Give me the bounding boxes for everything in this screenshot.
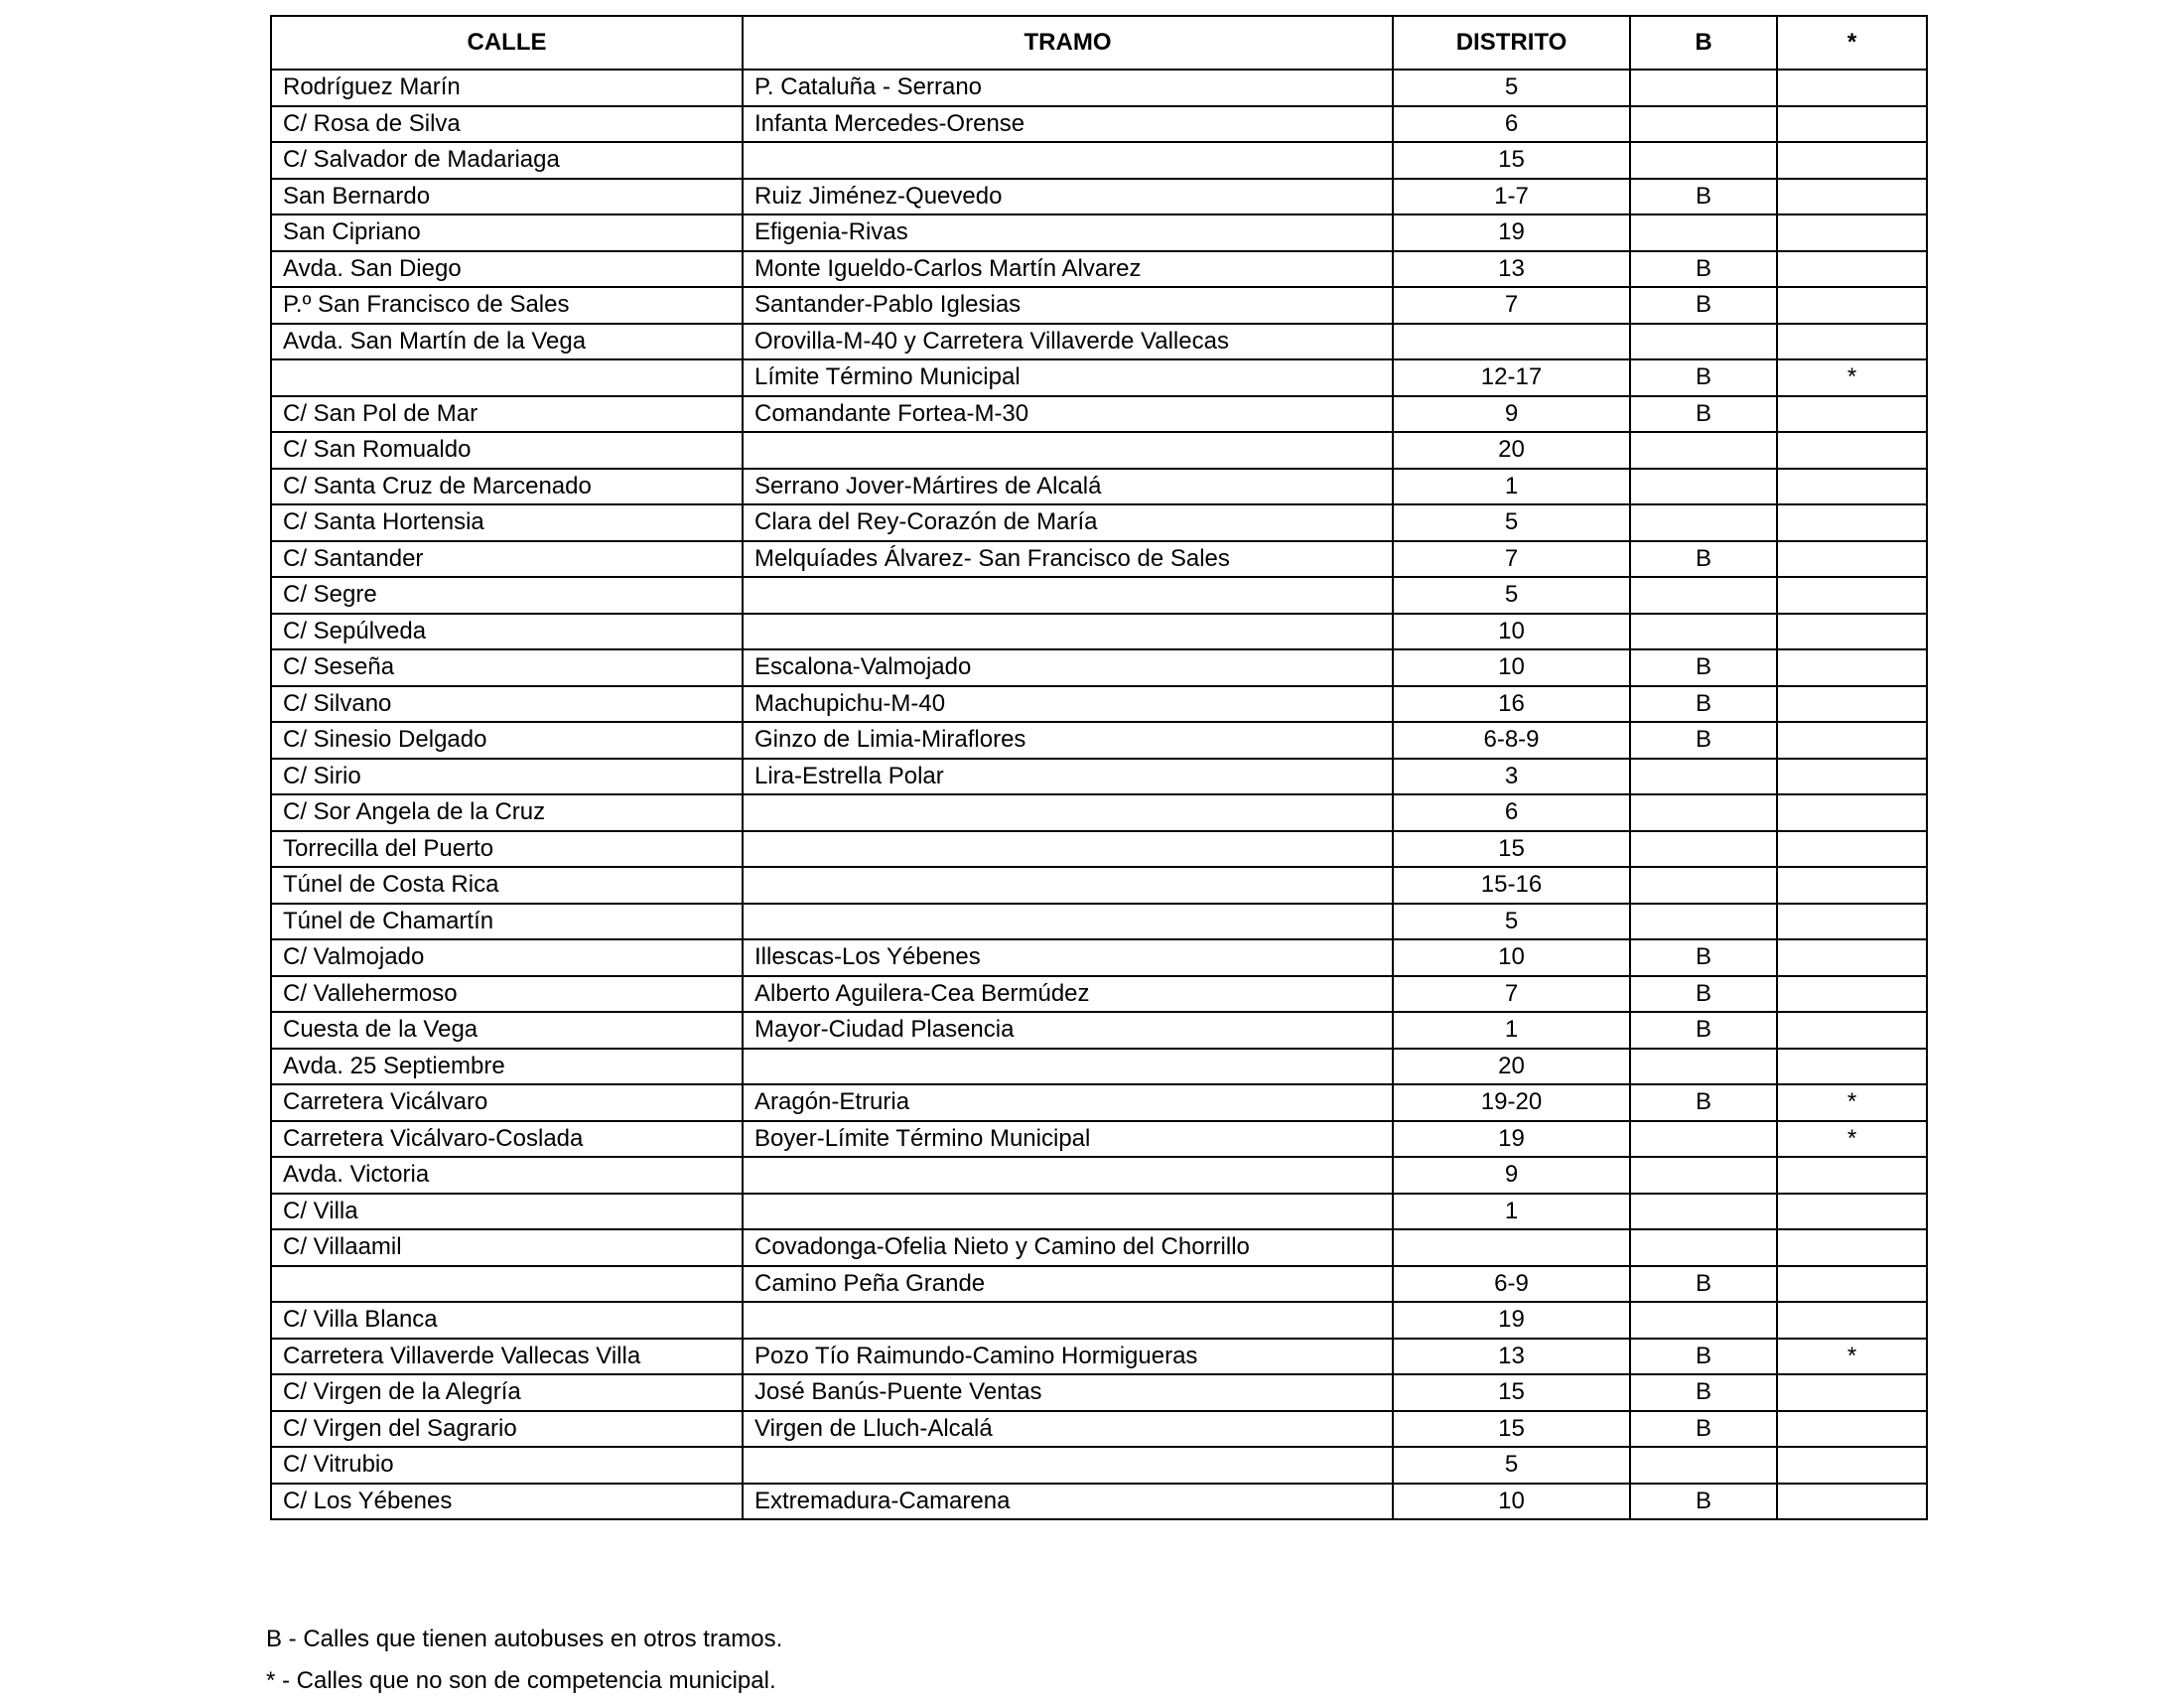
table-row: [271, 396, 1927, 433]
cell-calle: Torrecilla del Puerto: [271, 831, 743, 868]
cell-distrito: 9: [1393, 396, 1630, 433]
table-row: [271, 1302, 1927, 1339]
cell-star: [1777, 1266, 1927, 1303]
cell-b: [1630, 214, 1777, 251]
cell-b: B: [1630, 251, 1777, 288]
cell-tramo: Pozo Tío Raimundo-Camino Hormigueras: [743, 1339, 1393, 1375]
table-row: [271, 904, 1927, 940]
header-tramo: TRAMO: [743, 16, 1393, 70]
cell-b: B: [1630, 1084, 1777, 1121]
table-row: [271, 831, 1927, 868]
cell-star: [1777, 106, 1927, 143]
cell-tramo: Machupichu-M-40: [743, 686, 1393, 723]
cell-calle: Carretera Vicálvaro-Coslada: [271, 1121, 743, 1158]
cell-distrito: 6: [1393, 106, 1630, 143]
cell-calle: C/ Sinesio Delgado: [271, 722, 743, 759]
cell-distrito: 10: [1393, 649, 1630, 686]
cell-distrito: 5: [1393, 1447, 1630, 1484]
cell-tramo: Ginzo de Limia-Miraflores: [743, 722, 1393, 759]
cell-distrito: [1393, 324, 1630, 360]
cell-calle: C/ Villaamil: [271, 1229, 743, 1266]
cell-tramo: [743, 577, 1393, 614]
cell-tramo: Santander-Pablo Iglesias: [743, 287, 1393, 324]
cell-calle: C/ Sepúlveda: [271, 614, 743, 650]
cell-star: [1777, 759, 1927, 795]
cell-tramo: Serrano Jover-Mártires de Alcalá: [743, 469, 1393, 505]
cell-calle: P.º San Francisco de Sales: [271, 287, 743, 324]
cell-tramo: Lira-Estrella Polar: [743, 759, 1393, 795]
cell-b: B: [1630, 179, 1777, 215]
cell-tramo: Monte Igueldo-Carlos Martín Alvarez: [743, 251, 1393, 288]
cell-calle: C/ Segre: [271, 577, 743, 614]
cell-star: [1777, 1302, 1927, 1339]
cell-calle: [271, 359, 743, 396]
cell-b: [1630, 469, 1777, 505]
cell-b: B: [1630, 359, 1777, 396]
table-row: [271, 759, 1927, 795]
table-row: [271, 1084, 1927, 1121]
cell-calle: C/ Rosa de Silva: [271, 106, 743, 143]
cell-star: [1777, 324, 1927, 360]
cell-distrito: 16: [1393, 686, 1630, 723]
table-row: [271, 287, 1927, 324]
cell-star: [1777, 614, 1927, 650]
cell-calle: Rodríguez Marín: [271, 70, 743, 106]
cell-tramo: Aragón-Etruria: [743, 1084, 1393, 1121]
cell-tramo: Escalona-Valmojado: [743, 649, 1393, 686]
cell-star: [1777, 214, 1927, 251]
cell-star: *: [1777, 1084, 1927, 1121]
table-row: [271, 1194, 1927, 1230]
cell-calle: San Bernardo: [271, 179, 743, 215]
footnote-star: * - Calles que no son de competencia municipal.: [266, 1667, 776, 1694]
cell-star: [1777, 976, 1927, 1013]
cell-star: [1777, 142, 1927, 179]
cell-calle: Avda. San Martín de la Vega: [271, 324, 743, 360]
cell-b: B: [1630, 1012, 1777, 1049]
cell-calle: C/ San Romualdo: [271, 432, 743, 469]
cell-b: B: [1630, 649, 1777, 686]
cell-distrito: 6-8-9: [1393, 722, 1630, 759]
header-star: *: [1777, 16, 1927, 70]
cell-b: B: [1630, 1484, 1777, 1520]
cell-b: B: [1630, 1374, 1777, 1411]
cell-tramo: [743, 1049, 1393, 1085]
cell-star: [1777, 722, 1927, 759]
cell-calle: C/ Valmojado: [271, 939, 743, 976]
cell-distrito: 10: [1393, 1484, 1630, 1520]
cell-star: *: [1777, 1339, 1927, 1375]
cell-distrito: 15: [1393, 831, 1630, 868]
footnotes: [266, 1619, 782, 1702]
table-row: [271, 867, 1927, 904]
header-calle: CALLE: [271, 16, 743, 70]
cell-star: [1777, 649, 1927, 686]
table-row: [271, 1266, 1927, 1303]
cell-star: [1777, 577, 1927, 614]
cell-star: [1777, 251, 1927, 288]
table-row: [271, 1049, 1927, 1085]
cell-tramo: [743, 1447, 1393, 1484]
cell-star: *: [1777, 1121, 1927, 1158]
cell-calle: C/ Los Yébenes: [271, 1484, 743, 1520]
cell-distrito: 10: [1393, 939, 1630, 976]
cell-calle: C/ Santa Hortensia: [271, 504, 743, 541]
cell-star: [1777, 432, 1927, 469]
cell-tramo: [743, 794, 1393, 831]
cell-b: B: [1630, 939, 1777, 976]
cell-calle: C/ Virgen de la Alegría: [271, 1374, 743, 1411]
cell-tramo: Ruiz Jiménez-Quevedo: [743, 179, 1393, 215]
cell-calle: C/ Santander: [271, 541, 743, 578]
cell-distrito: [1393, 1229, 1630, 1266]
header-row: [271, 16, 1927, 70]
table-row: [271, 1374, 1927, 1411]
cell-calle: Túnel de Costa Rica: [271, 867, 743, 904]
cell-distrito: 20: [1393, 432, 1630, 469]
cell-distrito: 10: [1393, 614, 1630, 650]
cell-b: [1630, 106, 1777, 143]
cell-star: [1777, 179, 1927, 215]
cell-b: [1630, 504, 1777, 541]
table-body: [271, 70, 1927, 1519]
cell-calle: Avda. San Diego: [271, 251, 743, 288]
table-row: [271, 1484, 1927, 1520]
cell-b: B: [1630, 396, 1777, 433]
cell-distrito: 1: [1393, 1194, 1630, 1230]
cell-star: [1777, 1447, 1927, 1484]
cell-calle: Carretera Villaverde Vallecas Villa: [271, 1339, 743, 1375]
cell-b: [1630, 794, 1777, 831]
cell-tramo: Límite Término Municipal: [743, 359, 1393, 396]
cell-b: [1630, 70, 1777, 106]
cell-tramo: [743, 1194, 1393, 1230]
cell-star: [1777, 904, 1927, 940]
cell-tramo: Orovilla-M-40 y Carretera Villaverde Vallecas: [743, 324, 1393, 360]
cell-b: B: [1630, 976, 1777, 1013]
cell-star: [1777, 867, 1927, 904]
cell-star: [1777, 1194, 1927, 1230]
cell-tramo: Illescas-Los Yébenes: [743, 939, 1393, 976]
table-row: [271, 794, 1927, 831]
cell-distrito: 19: [1393, 214, 1630, 251]
cell-b: B: [1630, 686, 1777, 723]
table-row: [271, 214, 1927, 251]
table-row: [271, 1012, 1927, 1049]
cell-b: [1630, 1049, 1777, 1085]
cell-b: B: [1630, 287, 1777, 324]
table-row: [271, 1157, 1927, 1194]
cell-b: [1630, 1229, 1777, 1266]
cell-distrito: 1: [1393, 469, 1630, 505]
footnote-b: B - Calles que tienen autobuses en otros tramos.: [266, 1626, 783, 1652]
cell-calle: C/ Villa: [271, 1194, 743, 1230]
cell-tramo: Extremadura-Camarena: [743, 1484, 1393, 1520]
cell-b: [1630, 577, 1777, 614]
cell-tramo: Mayor-Ciudad Plasencia: [743, 1012, 1393, 1049]
cell-distrito: 7: [1393, 287, 1630, 324]
cell-star: [1777, 469, 1927, 505]
cell-distrito: 7: [1393, 541, 1630, 578]
cell-tramo: Melquíades Álvarez- San Francisco de Sales: [743, 541, 1393, 578]
cell-distrito: 3: [1393, 759, 1630, 795]
cell-calle: C/ Silvano: [271, 686, 743, 723]
cell-distrito: 1: [1393, 1012, 1630, 1049]
table-row: [271, 577, 1927, 614]
cell-star: [1777, 70, 1927, 106]
cell-star: [1777, 1229, 1927, 1266]
cell-b: [1630, 904, 1777, 940]
cell-distrito: 5: [1393, 904, 1630, 940]
cell-calle: Carretera Vicálvaro: [271, 1084, 743, 1121]
cell-tramo: Efigenia-Rivas: [743, 214, 1393, 251]
table-row: [271, 1411, 1927, 1448]
cell-tramo: [743, 1157, 1393, 1194]
cell-star: [1777, 1411, 1927, 1448]
cell-star: [1777, 504, 1927, 541]
cell-star: [1777, 1374, 1927, 1411]
cell-star: [1777, 541, 1927, 578]
table-row: [271, 106, 1927, 143]
cell-b: [1630, 759, 1777, 795]
table-row: [271, 686, 1927, 723]
cell-b: B: [1630, 541, 1777, 578]
cell-distrito: 19: [1393, 1302, 1630, 1339]
cell-calle: C/ San Pol de Mar: [271, 396, 743, 433]
table-row: [271, 939, 1927, 976]
cell-calle: Túnel de Chamartín: [271, 904, 743, 940]
table-row: [271, 142, 1927, 179]
cell-tramo: [743, 904, 1393, 940]
cell-star: [1777, 794, 1927, 831]
cell-star: [1777, 1012, 1927, 1049]
cell-distrito: 20: [1393, 1049, 1630, 1085]
cell-distrito: 12-17: [1393, 359, 1630, 396]
cell-b: [1630, 1194, 1777, 1230]
table-row: [271, 504, 1927, 541]
cell-calle: C/ Salvador de Madariaga: [271, 142, 743, 179]
cell-distrito: 6-9: [1393, 1266, 1630, 1303]
table-header: [271, 16, 1927, 70]
cell-star: [1777, 396, 1927, 433]
table-row: [271, 359, 1927, 396]
cell-star: [1777, 1484, 1927, 1520]
cell-distrito: 7: [1393, 976, 1630, 1013]
cell-distrito: 1-7: [1393, 179, 1630, 215]
cell-tramo: Alberto Aguilera-Cea Bermúdez: [743, 976, 1393, 1013]
cell-b: [1630, 324, 1777, 360]
cell-distrito: 15: [1393, 1374, 1630, 1411]
cell-b: B: [1630, 1339, 1777, 1375]
cell-b: [1630, 1302, 1777, 1339]
cell-tramo: [743, 831, 1393, 868]
cell-b: B: [1630, 1411, 1777, 1448]
cell-tramo: [743, 1302, 1393, 1339]
cell-calle: C/ Villa Blanca: [271, 1302, 743, 1339]
cell-b: B: [1630, 1266, 1777, 1303]
cell-tramo: Boyer-Límite Término Municipal: [743, 1121, 1393, 1158]
cell-tramo: Covadonga-Ofelia Nieto y Camino del Chorrillo: [743, 1229, 1393, 1266]
table-row: [271, 251, 1927, 288]
cell-distrito: 15: [1393, 1411, 1630, 1448]
cell-star: [1777, 287, 1927, 324]
cell-tramo: Clara del Rey-Corazón de María: [743, 504, 1393, 541]
cell-calle: C/ Virgen del Sagrario: [271, 1411, 743, 1448]
cell-distrito: 9: [1393, 1157, 1630, 1194]
cell-star: [1777, 1157, 1927, 1194]
table-row: [271, 614, 1927, 650]
cell-distrito: 6: [1393, 794, 1630, 831]
cell-tramo: Comandante Fortea-M-30: [743, 396, 1393, 433]
cell-b: [1630, 831, 1777, 868]
cell-tramo: [743, 614, 1393, 650]
cell-tramo: [743, 432, 1393, 469]
cell-b: [1630, 142, 1777, 179]
cell-distrito: 13: [1393, 1339, 1630, 1375]
cell-star: [1777, 1049, 1927, 1085]
cell-calle: C/ Vitrubio: [271, 1447, 743, 1484]
cell-tramo: [743, 142, 1393, 179]
cell-tramo: Infanta Mercedes-Orense: [743, 106, 1393, 143]
cell-distrito: 15: [1393, 142, 1630, 179]
cell-star: [1777, 831, 1927, 868]
table-row: [271, 1121, 1927, 1158]
cell-calle: [271, 1266, 743, 1303]
cell-star: [1777, 939, 1927, 976]
cell-calle: Avda. 25 Septiembre: [271, 1049, 743, 1085]
table-row: [271, 1447, 1927, 1484]
table-row: [271, 976, 1927, 1013]
cell-distrito: 19-20: [1393, 1084, 1630, 1121]
cell-distrito: 5: [1393, 577, 1630, 614]
table-row: [271, 432, 1927, 469]
cell-calle: C/ Santa Cruz de Marcenado: [271, 469, 743, 505]
header-distrito: DISTRITO: [1393, 16, 1630, 70]
cell-tramo: José Banús-Puente Ventas: [743, 1374, 1393, 1411]
cell-calle: C/ Vallehermoso: [271, 976, 743, 1013]
cell-b: [1630, 867, 1777, 904]
cell-b: B: [1630, 722, 1777, 759]
cell-b: [1630, 614, 1777, 650]
cell-b: [1630, 1447, 1777, 1484]
cell-distrito: 5: [1393, 504, 1630, 541]
streets-table: [270, 15, 1928, 1520]
table-row: [271, 469, 1927, 505]
cell-b: [1630, 432, 1777, 469]
cell-calle: C/ Sor Angela de la Cruz: [271, 794, 743, 831]
cell-tramo: P. Cataluña - Serrano: [743, 70, 1393, 106]
cell-calle: C/ Sirio: [271, 759, 743, 795]
cell-calle: Avda. Victoria: [271, 1157, 743, 1194]
table-row: [271, 722, 1927, 759]
cell-tramo: Virgen de Lluch-Alcalá: [743, 1411, 1393, 1448]
cell-distrito: 15-16: [1393, 867, 1630, 904]
table-row: [271, 70, 1927, 106]
cell-distrito: 13: [1393, 251, 1630, 288]
table-row: [271, 1229, 1927, 1266]
cell-calle: San Cipriano: [271, 214, 743, 251]
table-row: [271, 541, 1927, 578]
cell-distrito: 19: [1393, 1121, 1630, 1158]
header-b: B: [1630, 16, 1777, 70]
cell-star: [1777, 686, 1927, 723]
table-row: [271, 649, 1927, 686]
table-row: [271, 179, 1927, 215]
cell-tramo: Camino Peña Grande: [743, 1266, 1393, 1303]
cell-calle: C/ Seseña: [271, 649, 743, 686]
table-row: [271, 1339, 1927, 1375]
cell-star: *: [1777, 359, 1927, 396]
cell-tramo: [743, 867, 1393, 904]
cell-b: [1630, 1157, 1777, 1194]
cell-calle: Cuesta de la Vega: [271, 1012, 743, 1049]
cell-distrito: 5: [1393, 70, 1630, 106]
cell-b: [1630, 1121, 1777, 1158]
table-row: [271, 324, 1927, 360]
